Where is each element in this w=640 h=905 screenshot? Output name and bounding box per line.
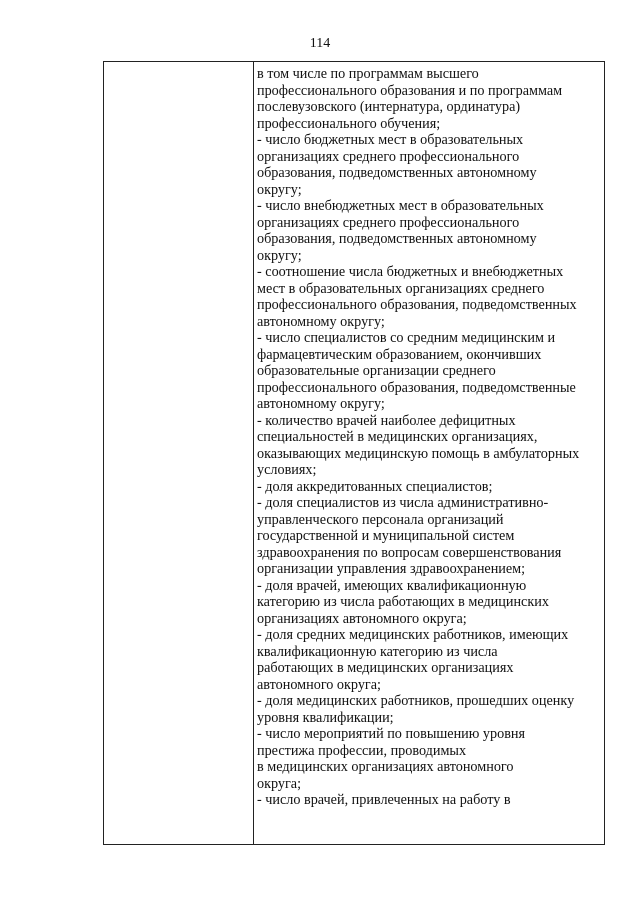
text-line: фармацевтическим образованием, окончивших — [257, 346, 542, 363]
text-line: в том числе по программам высшего — [257, 66, 479, 82]
text-line: округу; — [257, 181, 302, 198]
text-line: специальностей в медицинских организациях, — [257, 429, 538, 445]
text-line: - число внебюджетных мест в образовательных — [257, 198, 544, 214]
text-line: мест в образовательных организациях среднего — [257, 280, 545, 297]
text-line: оказывающих медицинскую помощь в амбулаторных — [257, 445, 580, 462]
text-line: - доля аккредитованных специалистов; — [257, 478, 493, 495]
text-line: автономному округу; — [257, 396, 385, 412]
text-line: образовательные организации среднего — [257, 363, 496, 379]
text-line: послевузовского (интернатура, ординатура) — [257, 99, 521, 115]
text-line: престижа профессии, проводимых — [257, 742, 467, 759]
text-line: - доля средних медицинских работников, имеющих — [257, 627, 569, 643]
text-line: условиях; — [257, 462, 317, 478]
text-line: профессионального образования, подведомственные — [257, 379, 576, 396]
text-line: - соотношение числа бюджетных и внебюджетных — [257, 264, 564, 280]
text-line: автономного округа; — [257, 676, 381, 693]
document-table — [103, 61, 605, 845]
text-line: - число специалистов со средним медицинским и — [257, 330, 556, 346]
text-line: категорию из числа работающих в медицинских — [257, 594, 549, 610]
text-line: управленческого персонала организаций — [257, 511, 504, 528]
column-divider — [253, 62, 254, 844]
text-line: образования, подведомственных автономному — [257, 231, 537, 247]
text-line: образования, подведомственных автономному — [257, 165, 537, 181]
text-line: в медицинских организациях автономного — [257, 759, 514, 775]
page-number: 114 — [309, 36, 331, 51]
table-cell-indicators — [257, 66, 603, 809]
text-line: государственной и муниципальной систем — [257, 528, 515, 544]
text-line: профессионального образования и по программам — [257, 82, 563, 99]
text-line: - количество врачей наиболее дефицитных — [257, 412, 516, 429]
text-line: здравоохранения по вопросам совершенствования — [257, 544, 562, 561]
text-line: организациях автономного округа; — [257, 610, 467, 627]
text-line: округа; — [257, 775, 302, 792]
text-line: - доля медицинских работников, прошедших оценку — [257, 693, 575, 709]
text-line: организациях среднего профессионального — [257, 214, 520, 231]
text-line: работающих в медицинских организациях — [257, 660, 514, 676]
text-line: профессионального обучения; — [257, 115, 441, 132]
table-cell-left-empty — [104, 62, 253, 844]
text-line: - доля специалистов из числа административно- — [257, 495, 549, 511]
text-line: профессионального образования, подведомственных — [257, 297, 577, 313]
text-line: - число мероприятий по повышению уровня — [257, 726, 526, 742]
text-line: - число врачей, привлеченных на работу в — [257, 792, 511, 808]
text-line: округу; — [257, 247, 302, 264]
text-line: - число бюджетных мест в образовательных — [257, 132, 524, 148]
text-line: организациях среднего профессионального — [257, 148, 520, 165]
text-line: организации управления здравоохранением; — [257, 561, 526, 577]
text-line: квалификационную категорию из числа — [257, 643, 498, 660]
text-line: уровня квалификации; — [257, 709, 394, 726]
text-line: - доля врачей, имеющих квалификационную — [257, 577, 527, 594]
text-line: автономному округу; — [257, 313, 385, 330]
